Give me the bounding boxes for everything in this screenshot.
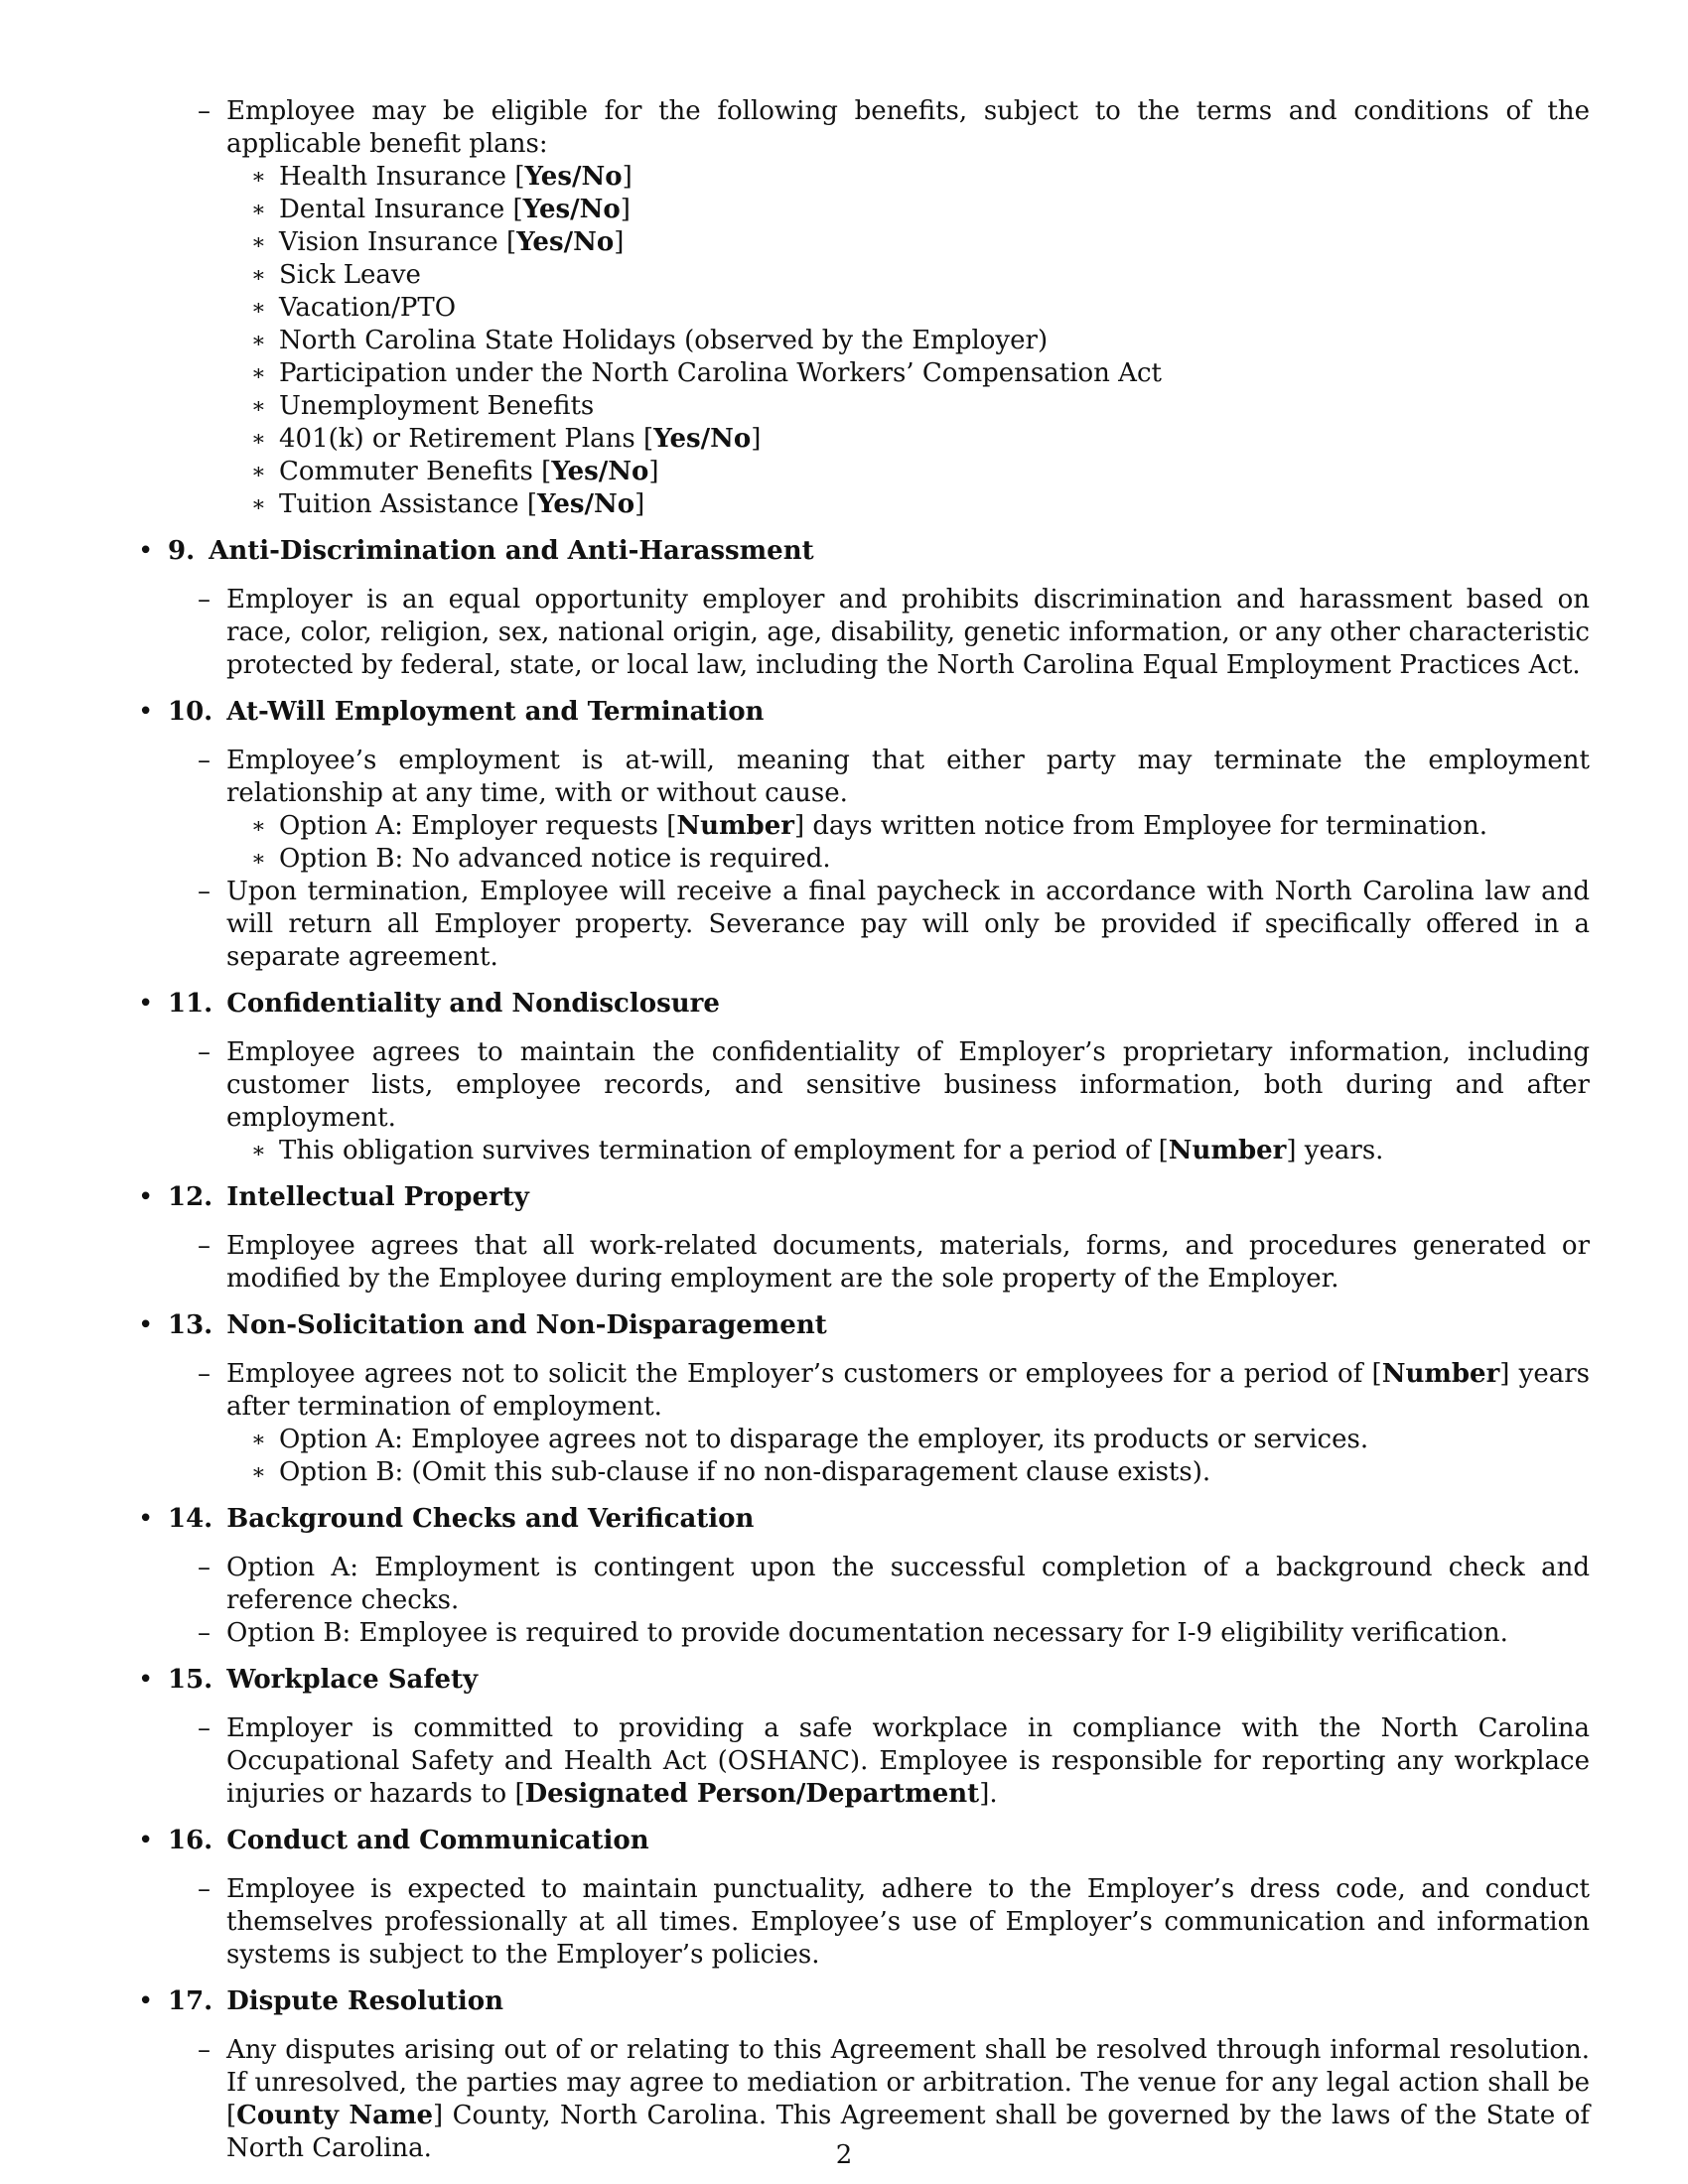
benefit-item: ∗ North Carolina State Holidays (observed by the Employer) [251, 326, 1049, 355]
page-number: 2 [835, 2140, 853, 2170]
benefit-item: ∗ Vision Insurance [Yes/No] [251, 227, 625, 257]
section-13 [132, 1309, 1590, 1489]
benefit-item: ∗ 401(k) or Retirement Plans [Yes/No] [251, 424, 762, 454]
section-12 [132, 1181, 1590, 1296]
benefits-intro: Employee may be eligible for the following benefits, subject to the terms and conditions of the applicable benefit plans: [226, 96, 1590, 159]
clause: – Employee’s employment is at-will, meaning that either party may terminate the employment relationship at any time, with or without cause. [198, 746, 1590, 808]
document-page [132, 95, 1590, 2179]
section-heading: • 11. Confidentiality and Nondisclosure [138, 989, 720, 1019]
benefit-item: ∗ Vacation/PTO [251, 293, 457, 323]
clause: – Option A: Employment is contingent upon the successful completion of a background check and reference checks. [198, 1553, 1590, 1615]
section-heading: • 10. At-Will Employment and Termination [138, 697, 765, 727]
option-item: ∗ Option A: Employer requests [Number] days written notice from Employee for termination. [251, 811, 1487, 841]
section-9 [132, 535, 1590, 682]
benefit-item: ∗ Commuter Benefits [Yes/No] [251, 457, 659, 486]
clause: – Employee agrees not to solicit the Employer’s customers or employees for a period of [Number] years after termination of employment. [198, 1359, 1590, 1422]
section-10 [132, 696, 1590, 974]
section-heading: • 17. Dispute Resolution [138, 1986, 504, 2016]
clause: – Any disputes arising out of or relating to this Agreement shall be resolved through informal resolution. If unresolved, the parties may agree to mediation or arbitration. The venue for any legal action shall be [County Name] County, North Carolina. This Agreement shall be governed by the laws of the State of North Carolina. [198, 2035, 1590, 2163]
benefit-item: ∗ Tuition Assistance [Yes/No] [251, 489, 645, 519]
clause: – Employee is expected to maintain punctuality, adhere to the Employer’s dress code, and conduct themselves professionally at all times. Employee’s use of Employer’s communication and information systems is subject to the Employer’s policies. [198, 1874, 1590, 1970]
clause: – Employee agrees to maintain the confidentiality of Employer’s proprietary information, including customer lists, employee records, and sensitive business information, both during and after employment. [198, 1037, 1590, 1133]
option-item: ∗ This obligation survives termination of employment for a period of [Number] years. [251, 1136, 1384, 1165]
benefits-clause: – Employee may be eligible for the following benefits, subject to the terms and conditions of the applicable benefit plans: [198, 96, 1590, 159]
section-11 [132, 988, 1590, 1167]
benefit-item: ∗ Participation under the North Carolina Workers’ Compensation Act [251, 358, 1162, 388]
section-heading: • 13. Non-Solicitation and Non-Disparagement [138, 1310, 827, 1340]
section-14 [132, 1503, 1590, 1650]
section-heading: • 15. Workplace Safety [138, 1665, 479, 1695]
benefits-list [132, 161, 1590, 521]
benefit-item: ∗ Dental Insurance [Yes/No] [251, 195, 631, 224]
option-item: ∗ Option B: No advanced notice is required. [251, 844, 831, 874]
clause: – Option B: Employee is required to provide documentation necessary for I-9 eligibility verification. [198, 1618, 1508, 1648]
clause: – Upon termination, Employee will receive a final paycheck in accordance with North Carolina law and will return all Employer property. Severance pay will only be provided if specifically offered in a separate agreement. [198, 877, 1590, 972]
benefit-item: ∗ Sick Leave [251, 260, 421, 290]
section-heading: • 14. Background Checks and Verification [138, 1504, 755, 1534]
option-item: ∗ Option A: Employee agrees not to disparage the employer, its products or services. [251, 1425, 1369, 1454]
section-17 [132, 1985, 1590, 2165]
section-16 [132, 1825, 1590, 1972]
clause: – Employee agrees that all work-related documents, materials, forms, and procedures generated or modified by the Employee during employment are the sole property of the Employer. [198, 1231, 1590, 1294]
benefit-item: ∗ Unemployment Benefits [251, 391, 595, 421]
benefit-item: ∗ Health Insurance [Yes/No] [251, 162, 633, 192]
clause: – Employer is an equal opportunity employer and prohibits discrimination and harassment based on race, color, religion, sex, national origin, age, disability, genetic information, or any other characteristic protected by federal, state, or local law, including the North Carolina Equal Employment Practices Act. [198, 585, 1590, 680]
section-15 [132, 1664, 1590, 1811]
option-item: ∗ Option B: (Omit this sub-clause if no non-disparagement clause exists). [251, 1457, 1211, 1487]
section-heading: • 12. Intellectual Property [138, 1182, 529, 1212]
clause: – Employer is committed to providing a safe workplace in compliance with the North Carolina Occupational Safety and Health Act (OSHANC). Employee is responsible for reporting any workplace injuries or hazards to [Designated Person/Department]. [198, 1713, 1590, 1809]
section-heading: • 9. Anti-Discrimination and Anti-Harassment [138, 536, 814, 566]
section-heading: • 16. Conduct and Communication [138, 1826, 649, 1855]
